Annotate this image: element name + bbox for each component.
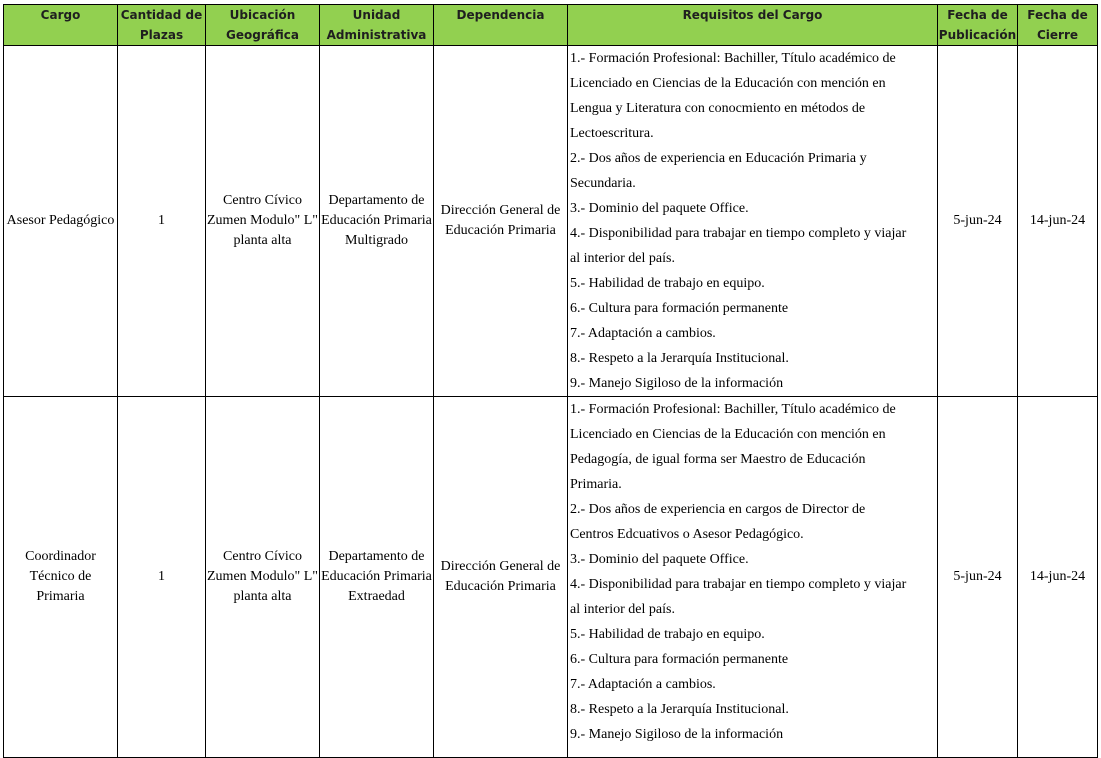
table-row: [4, 46, 1098, 397]
requisito-line: 1.- Formación Profesional: Bachiller, Título académico de: [570, 402, 896, 417]
cell-cantidad: 1: [118, 397, 206, 758]
job-postings-table: [3, 4, 1098, 758]
requisito-line: 2.- Dos años de experiencia en cargos de Director de: [570, 502, 866, 517]
requisito-line: Lectoescritura.: [570, 126, 654, 141]
header-row: [4, 5, 1098, 46]
header-cargo: Cargo: [4, 5, 118, 46]
requisito-line: Secundaria.: [570, 176, 636, 191]
cell-cargo: Coordinador Técnico de Primaria: [4, 397, 118, 758]
requisito-line: 9.- Manejo Sigiloso de la información: [570, 727, 784, 742]
requisito-line: Licenciado en Ciencias de la Educación con mención en: [570, 76, 886, 91]
requisito-line: 5.- Habilidad de trabajo en equipo.: [570, 627, 765, 642]
header-cantidad-plazas: Cantidad de Plazas: [118, 5, 206, 46]
cell-cantidad: 1: [118, 46, 206, 397]
header-fecha-cierre: Fecha de Cierre: [1018, 5, 1098, 46]
table-row: [4, 397, 1098, 758]
requisito-line: 2.- Dos años de experiencia en Educación Primaria y: [570, 151, 867, 166]
requisito-line: al interior del país.: [570, 251, 675, 266]
requisito-line: 6.- Cultura para formación permanente: [570, 301, 789, 316]
requisito-line: Primaria.: [570, 477, 622, 492]
cell-fecha-cierre: 14-jun-24: [1018, 397, 1098, 758]
cell-fecha-publicacion: 5-jun-24: [938, 397, 1018, 758]
cell-requisitos: [568, 397, 938, 758]
header-dependencia: Dependencia: [434, 5, 568, 46]
requisito-line: 4.- Disponibilidad para trabajar en tiempo completo y viajar: [570, 577, 907, 592]
cell-dependencia: Dirección General de Educación Primaria: [434, 397, 568, 758]
cell-cargo: Asesor Pedagógico: [4, 46, 118, 397]
requisito-line: 3.- Dominio del paquete Office.: [570, 201, 749, 216]
cell-ubicacion: Centro Cívico Zumen Modulo" L" planta alta: [206, 46, 320, 397]
cell-dependencia: Dirección General de Educación Primaria: [434, 46, 568, 397]
requisito-line: 9.- Manejo Sigiloso de la información: [570, 376, 784, 391]
requisito-line: 7.- Adaptación a cambios.: [570, 677, 716, 692]
header-unidad-administrativa: Unidad Administrativa: [320, 5, 434, 46]
requisito-line: Licenciado en Ciencias de la Educación con mención en: [570, 427, 886, 442]
cell-unidad: Departamento de Educación Primaria Extraedad: [320, 397, 434, 758]
requisito-line: 1.- Formación Profesional: Bachiller, Título académico de: [570, 51, 896, 66]
cell-ubicacion: Centro Cívico Zumen Modulo" L" planta alta: [206, 397, 320, 758]
cell-fecha-cierre: 14-jun-24: [1018, 46, 1098, 397]
cell-unidad: Departamento de Educación Primaria Multigrado: [320, 46, 434, 397]
requisito-line: 5.- Habilidad de trabajo en equipo.: [570, 276, 765, 291]
requisito-line: 8.- Respeto a la Jerarquía Institucional.: [570, 351, 789, 366]
header-requisitos: Requisitos del Cargo: [568, 5, 938, 46]
header-ubicacion: Ubicación Geográfica: [206, 5, 320, 46]
cell-requisitos: [568, 46, 938, 397]
requisito-line: 8.- Respeto a la Jerarquía Institucional.: [570, 702, 789, 717]
cell-fecha-publicacion: 5-jun-24: [938, 46, 1018, 397]
requisito-line: Lengua y Literatura con conocmiento en métodos de: [570, 101, 866, 116]
requisito-line: 7.- Adaptación a cambios.: [570, 326, 716, 341]
header-fecha-publicacion: Fecha de Publicación: [938, 5, 1018, 46]
requisito-line: al interior del país.: [570, 602, 675, 617]
requisito-line: 3.- Dominio del paquete Office.: [570, 552, 749, 567]
requisito-line: Pedagogía, de igual forma ser Maestro de Educación: [570, 452, 866, 467]
requisito-line: 4.- Disponibilidad para trabajar en tiempo completo y viajar: [570, 226, 907, 241]
requisito-line: 6.- Cultura para formación permanente: [570, 652, 789, 667]
requisito-line: Centros Edcuativos o Asesor Pedagógico.: [570, 527, 804, 542]
